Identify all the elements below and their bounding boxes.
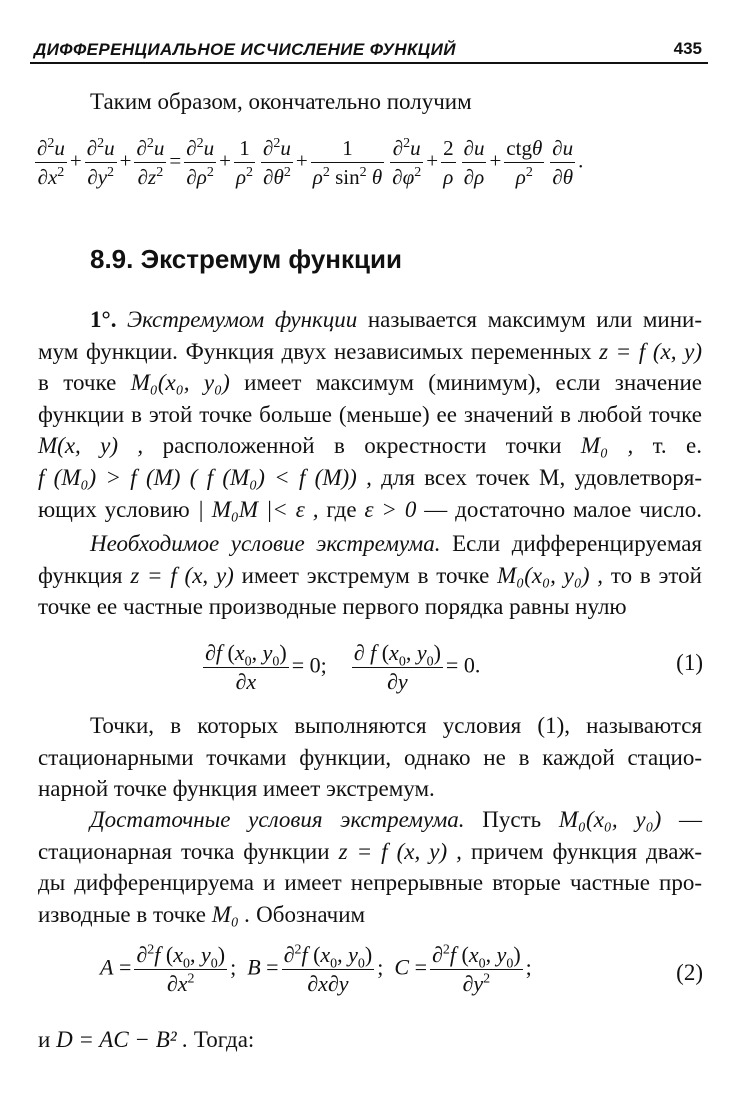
paragraph-necessary-condition: Необходимое условие экстремума. Если дифференцируемая функция z = f (x, y) имеет экстремум в точке M₀(x₀, y₀) , то в этой точке ее частные производные первого порядка равны нулю [38, 531, 703, 620]
paragraph-stationary-points: Точки, в которых выполняются условия (1), называются стационарными точками функции, однако не в каждой стацио- нарной точке функция имеет экстремум. [38, 713, 702, 802]
page-number: 435 [673, 39, 702, 58]
laplace-formula: $\frac{\partial^2u}{\partial x^2}$ + $\frac{\partial^2u}{\partial y^2}$ + $\frac{\partial^2u}{\partial z^2}$ = $\frac{\partial^2u}{\partial\rho^2}$ + $\frac{1}{\rho^2}$ $\frac{\partial^2u}{\partial\theta^2}$ + $\frac{1}{\rho^2 \sin^2 \theta}$ $\frac{\partial^2u}{\partial\varphi^2}$ + $\frac{2}{\rho}$ $\frac{\partial u}{\partial\rho}$ + $\frac{\text{ctgθ}}{\rho^2}$ $\frac{\partial u}{\partial\theta}$ . [37, 136, 584, 189]
paragraph-definition: 1°. Экстремумом функции называется максимум или мини- мум функции. Функция двух независимых переменных z = f (x, y) в точке M₀(x₀, y₀) имеет максимум (минимум), если значение функции в этой точке больше (меньше) ее значений в любой точке M(x, y) , расположенной в окрестности точки M₀ , т. е. f (M₀) > f (M) ( f (M₀) < f (M)) , для всех точек M, удовлетворя- ющих условию | M₀M |< ε , где ε > 0 — достаточно малое число. [38, 307, 703, 522]
equation-2: A = $\frac{\partial^2f (x_0, y_0)}{\partial x^2}$ ; B = $\frac{\partial^2f (x_0, y_0)}{\partial x\partial y}$ ; C = $\frac{\partial^2f (x_0, y_0)}{\partial y^2}$ ; [100, 942, 532, 996]
final-line: и D = AC − B² . Тогда: [38, 1027, 255, 1052]
intro-line: Таким образом, окончательно получим [90, 89, 472, 114]
header-rule [30, 62, 708, 64]
equation-1: $\frac{\partial f (x_0, y_0)}{\partial x}$ = 0; $\frac{\partial f (x_0, y_0)}{\partial y}$ = 0. [205, 640, 481, 694]
section-title: 8.9. Экстремум функции [90, 244, 402, 274]
equation-2-number: (2) [676, 960, 703, 985]
running-header-title: ДИФФЕРЕНЦИАЛЬНОЕ ИСЧИСЛЕНИЕ ФУНКЦИЙ [34, 40, 456, 59]
equation-1-number: (1) [676, 650, 703, 675]
paragraph-sufficient-conditions: Достаточные условия экстремума. Пусть M₀(x₀, y₀) — стационарная точка функции z = f (x, y) , причем функция дваж- ды дифференцируема и имеет непрерывные вторые частные про- изводные в точке M₀ . Обозначим [38, 807, 703, 927]
running-header [30, 36, 708, 64]
